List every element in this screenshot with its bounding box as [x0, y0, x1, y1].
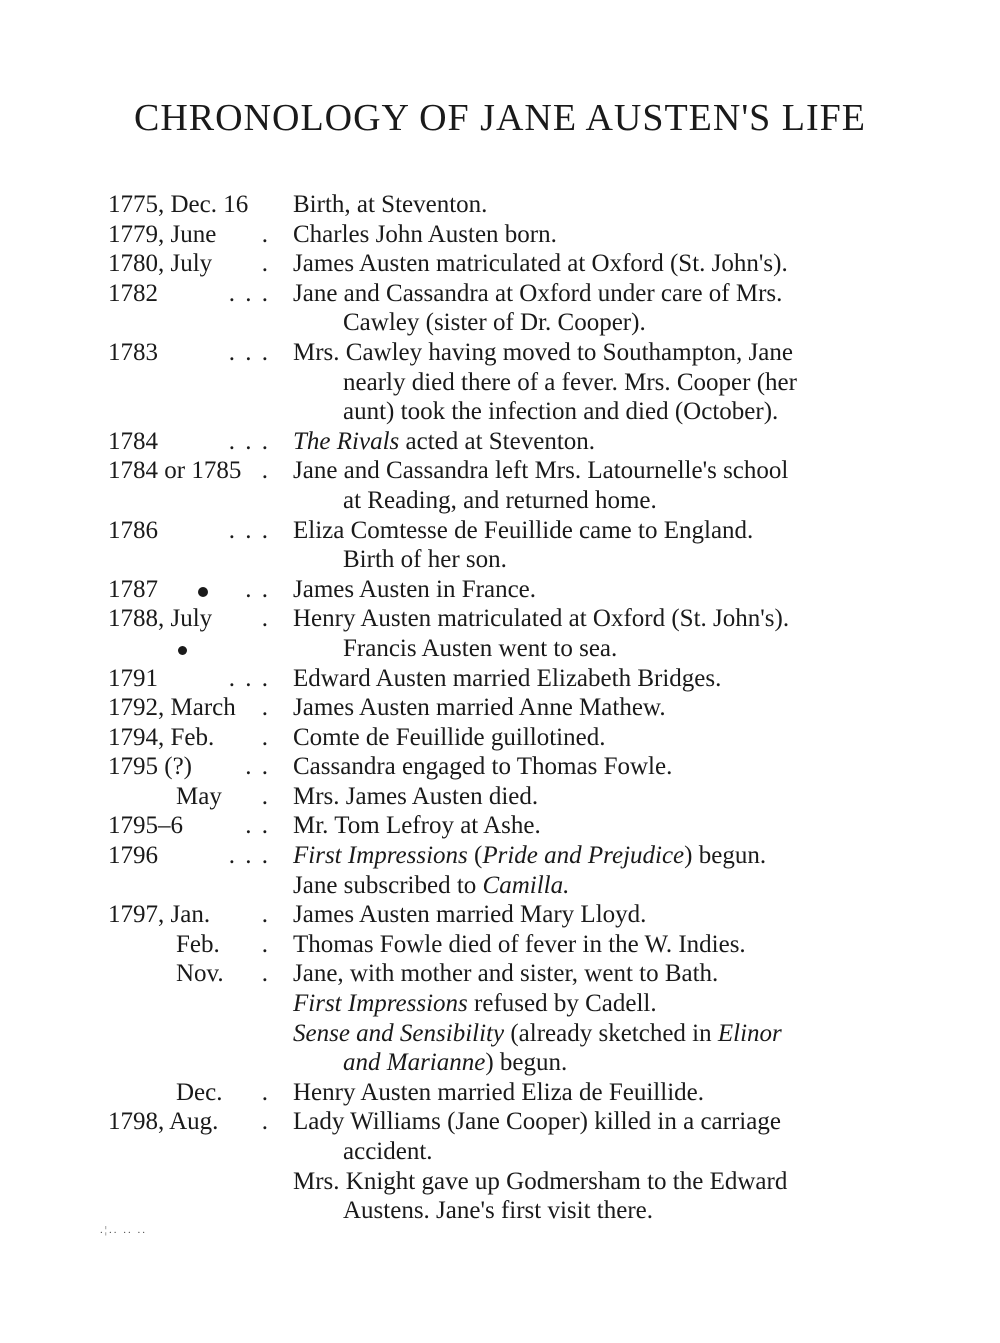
entry-text — [293, 782, 893, 812]
dot-leader: . — [261, 250, 270, 278]
entry-text — [293, 664, 893, 694]
entry-text — [293, 811, 893, 841]
list-item — [108, 456, 908, 515]
entry-text — [293, 752, 893, 782]
entry-line: Birth, at Steventon. — [293, 191, 488, 218]
entry-date: Feb. — [176, 930, 220, 958]
entry-date: 1788, July — [108, 605, 213, 633]
entry-date: May — [176, 782, 222, 810]
entry-line: aunt) took the infection and died (October). — [343, 398, 779, 426]
list-item — [108, 693, 908, 723]
entry-text — [293, 220, 893, 250]
dot-leader: . . — [245, 753, 270, 781]
entry-date: 1775, Dec. 16 — [108, 191, 249, 218]
entry-line: Jane and Cassandra at Oxford under care of Mrs. — [293, 279, 783, 307]
entry-line-text: Jane subscribed to — [293, 871, 483, 899]
dot-leader: . — [261, 1078, 270, 1106]
entry-line — [293, 1019, 893, 1049]
list-item — [108, 338, 908, 427]
entry-line: Henry Austen matriculated at Oxford (St. John's). — [293, 605, 790, 633]
entry-text — [293, 930, 893, 960]
list-item — [108, 1078, 908, 1108]
entry-line: accident. — [343, 1138, 433, 1165]
list-item — [108, 752, 908, 782]
entry-line: James Austen married Mary Lloyd. — [293, 901, 647, 929]
dot-leader: . — [261, 960, 270, 988]
entry-line: Jane, with mother and sister, went to Bath. — [293, 960, 719, 988]
entry-line: James Austen married Anne Mathew. — [293, 694, 666, 722]
entry-line-text: refused by Cadell. — [467, 990, 657, 1018]
entry-date: 1782 — [108, 279, 158, 307]
entry-line: Cawley (sister of Dr. Cooper). — [343, 309, 646, 337]
list-item — [108, 900, 908, 930]
dot-leader: . — [261, 1108, 270, 1136]
entry-line: Francis Austen went to sea. — [343, 634, 618, 662]
entry-text — [293, 1107, 893, 1225]
dot-leader: . . — [245, 575, 270, 603]
entry-line — [293, 841, 893, 871]
work-title: First Impressions — [293, 990, 468, 1018]
entry-line: Edward Austen married Elizabeth Bridges. — [293, 664, 722, 692]
work-title: First Impressions — [293, 842, 468, 870]
entry-date: 1779, June — [108, 220, 217, 248]
list-item — [108, 930, 908, 960]
entry-line: James Austen matriculated at Oxford (St. John's). — [293, 250, 788, 278]
dot-leader: . — [261, 782, 270, 810]
list-item — [108, 841, 908, 900]
entry-text — [293, 338, 893, 427]
entry-line-text: acted at Steventon. — [399, 427, 596, 455]
entry-line: Mrs. Knight gave up Godmersham to the Edward — [293, 1167, 788, 1195]
entry-text — [293, 959, 893, 1077]
dot-leader: . — [261, 930, 270, 958]
bullet-icon — [178, 646, 187, 655]
entry-line: at Reading, and returned home. — [343, 486, 657, 514]
entry-date: 1794, Feb. — [108, 723, 215, 751]
list-item — [108, 959, 908, 1077]
entry-line: Mrs. Cawley having moved to Southampton, Jane — [293, 338, 793, 366]
list-item — [108, 279, 908, 338]
entry-text — [293, 900, 893, 930]
dot-leader: . — [261, 457, 270, 485]
list-item — [108, 664, 908, 694]
entry-line: Mrs. James Austen died. — [293, 782, 539, 810]
dot-leader: . . — [245, 812, 270, 840]
entry-line: nearly died there of a fever. Mrs. Cooper (her — [343, 368, 797, 396]
entry-line-text: ) begun. — [684, 842, 767, 870]
entry-date: 1796 — [108, 842, 158, 870]
entry-text — [293, 190, 893, 220]
list-item — [108, 1107, 908, 1225]
entry-line: Mr. Tom Lefroy at Ashe. — [293, 812, 541, 840]
entry-line: Eliza Comtesse de Feuillide came to England. — [293, 516, 754, 544]
dot-leader: . — [261, 605, 270, 633]
dot-leader: . . . — [228, 279, 270, 307]
entry-date: Dec. — [176, 1078, 223, 1106]
chronology-list — [108, 190, 908, 1226]
list-item — [108, 516, 908, 575]
entry-date: 1798, Aug. — [108, 1108, 219, 1136]
entry-date: 1797, Jan. — [108, 901, 211, 929]
entry-date: 1787 — [108, 575, 158, 603]
list-item — [108, 782, 908, 812]
list-item — [108, 575, 908, 605]
entry-line: Jane and Cassandra left Mrs. Latournelle's school — [293, 457, 789, 485]
entry-date: 1784 — [108, 427, 158, 455]
entry-line-text: (already sketched in — [504, 1019, 718, 1047]
page-title: CHRONOLOGY OF JANE AUSTEN'S LIFE — [133, 97, 867, 139]
entry-date: 1791 — [108, 664, 158, 692]
entry-text — [293, 456, 893, 515]
entry-text — [293, 604, 893, 663]
entry-line-text: ( — [467, 842, 483, 870]
work-title: Pride and Prejudice — [482, 842, 685, 870]
dot-leader: . — [261, 694, 270, 722]
entry-date: 1795 (?) — [108, 753, 192, 781]
entry-text — [293, 279, 893, 338]
entry-date: Nov. — [176, 960, 224, 988]
dot-leader: . . . — [228, 842, 270, 870]
entry-text — [293, 693, 893, 723]
entry-date: 1780, July — [108, 250, 213, 278]
entry-text — [293, 841, 893, 900]
entry-text — [293, 723, 893, 753]
entry-date: 1784 or 1785 — [108, 457, 242, 485]
work-title: The Rivals — [293, 427, 400, 455]
entry-line: Thomas Fowle died of fever in the W. Indies. — [293, 930, 746, 958]
entry-line — [293, 871, 893, 901]
list-item — [108, 220, 908, 250]
work-title: Elinor — [717, 1019, 782, 1047]
list-item — [108, 190, 908, 220]
entry-text — [293, 575, 893, 605]
entry-line: James Austen in France. — [293, 575, 537, 603]
entry-text — [293, 427, 893, 457]
entry-date: 1786 — [108, 516, 158, 544]
work-title: and Marianne — [343, 1049, 486, 1077]
entry-text — [293, 516, 893, 575]
list-item — [108, 604, 908, 663]
work-title: Sense and Sensibility — [293, 1019, 505, 1047]
list-item — [108, 811, 908, 841]
entry-line: Austens. Jane's first visit there. — [343, 1197, 654, 1225]
dot-leader: . . . — [228, 664, 270, 692]
list-item — [108, 249, 908, 279]
entry-line: Comte de Feuillide guillotined. — [293, 723, 606, 751]
dot-leader: . — [261, 901, 270, 929]
list-item — [108, 427, 908, 457]
dot-leader: . — [261, 723, 270, 751]
entry-line-text: ) begun. — [485, 1049, 568, 1077]
entry-date: 1792, March — [108, 694, 236, 722]
entry-line — [293, 989, 893, 1019]
dot-leader: . . . — [228, 516, 270, 544]
work-title: Camilla. — [482, 871, 570, 899]
entry-line: Lady Williams (Jane Cooper) killed in a carriage — [293, 1108, 781, 1136]
printer-mark-icon: .¦.. .. .. — [100, 1224, 147, 1236]
entry-text — [293, 249, 893, 279]
list-item — [108, 723, 908, 753]
entry-text — [293, 1078, 893, 1108]
entry-line — [293, 1048, 893, 1078]
entry-line: Cassandra engaged to Thomas Fowle. — [293, 753, 673, 781]
dot-leader: . . . — [228, 338, 270, 366]
entry-line: Birth of her son. — [343, 546, 507, 574]
entry-date: 1783 — [108, 338, 158, 366]
dot-leader: . . . — [228, 427, 270, 455]
entry-date: 1795–6 — [108, 812, 183, 840]
entry-line: Charles John Austen born. — [293, 220, 557, 248]
dot-leader: . — [261, 220, 270, 248]
entry-line — [293, 427, 893, 457]
entry-line: Henry Austen married Eliza de Feuillide. — [293, 1078, 704, 1106]
